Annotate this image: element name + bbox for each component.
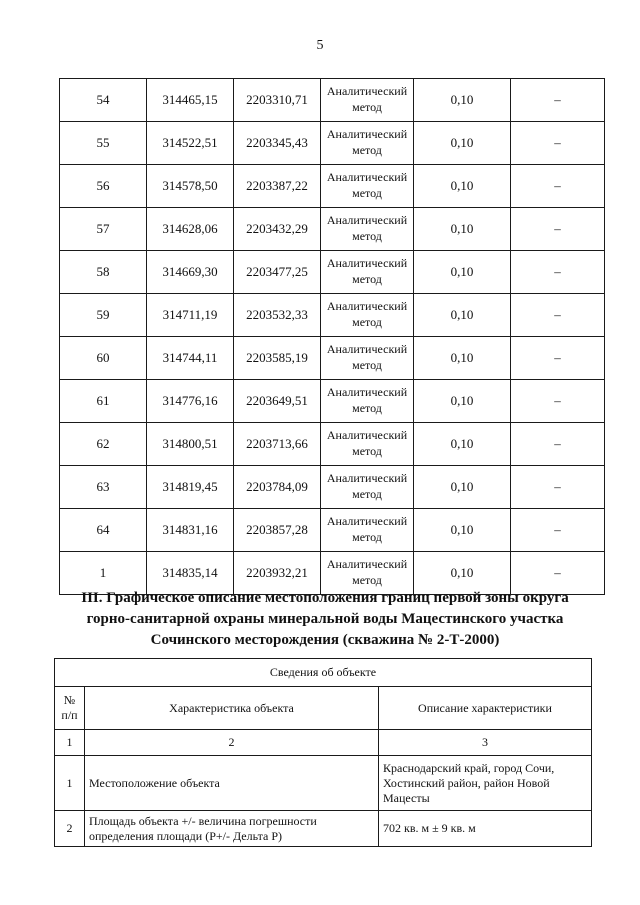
page-number: 5	[316, 38, 324, 53]
method-line: Аналитический	[326, 342, 408, 356]
method-line: метод	[352, 186, 382, 200]
accuracy-cell: 0,10	[414, 79, 511, 122]
method-line: метод	[352, 573, 382, 587]
method-line: Аналитический	[326, 385, 408, 399]
description-line: Хостинский район, район Новой	[383, 775, 550, 790]
coordinate-y-cell: 2203310,71	[234, 79, 321, 122]
coordinate-x-cell: 314578,50	[147, 165, 234, 208]
method-line: Аналитический	[326, 170, 408, 184]
accuracy-cell: 0,10	[414, 466, 511, 509]
method-line: Аналитический	[326, 127, 408, 141]
note-cell: –	[511, 552, 605, 595]
method-cell	[321, 380, 414, 423]
method-line: Аналитический	[326, 514, 408, 528]
accuracy-cell: 0,10	[414, 509, 511, 552]
header-line: п/п	[61, 708, 78, 722]
coordinate-x-cell: 314776,16	[147, 380, 234, 423]
coordinate-y-cell: 2203784,09	[234, 466, 321, 509]
characteristic-line: Площадь объекта +/- величина погрешности	[89, 813, 317, 828]
table-row	[60, 79, 605, 122]
method-cell	[321, 423, 414, 466]
row-number: 2	[55, 811, 85, 847]
description-line: Мацесты	[383, 790, 430, 805]
accuracy-cell: 0,10	[414, 251, 511, 294]
column-header-number	[55, 687, 85, 730]
table-row	[60, 251, 605, 294]
method-line: Аналитический	[326, 471, 408, 485]
row-characteristic	[85, 811, 379, 847]
table-row	[60, 294, 605, 337]
column-index-cell: 1	[55, 730, 85, 756]
coordinate-y-cell: 2203713,66	[234, 423, 321, 466]
table-row	[60, 122, 605, 165]
point-number-cell: 55	[60, 122, 147, 165]
accuracy-cell: 0,10	[414, 165, 511, 208]
method-cell	[321, 251, 414, 294]
column-index-row	[55, 730, 592, 756]
method-cell	[321, 294, 414, 337]
section-heading-line: горно-санитарной охраны минеральной воды Мацестинского участка	[86, 611, 564, 627]
point-number-cell: 58	[60, 251, 147, 294]
object-info-table	[54, 658, 592, 847]
column-header-row	[55, 687, 592, 730]
column-header-characteristic: Характеристика объекта	[85, 687, 379, 730]
method-cell	[321, 208, 414, 251]
note-cell: –	[511, 294, 605, 337]
coordinate-y-cell: 2203857,28	[234, 509, 321, 552]
method-line: метод	[352, 315, 382, 329]
coordinate-x-cell: 314819,45	[147, 466, 234, 509]
column-index-cell: 2	[85, 730, 379, 756]
note-cell: –	[511, 466, 605, 509]
method-line: Аналитический	[326, 256, 408, 270]
table-header-row	[55, 659, 592, 687]
method-cell	[321, 165, 414, 208]
point-number-cell: 1	[60, 552, 147, 595]
coordinate-y-cell: 2203432,29	[234, 208, 321, 251]
row-description	[379, 756, 592, 811]
description-line: Краснодарский край, город Сочи,	[383, 760, 555, 775]
table-row	[55, 811, 592, 847]
coordinate-y-cell: 2203387,22	[234, 165, 321, 208]
method-line: метод	[352, 229, 382, 243]
method-line: метод	[352, 358, 382, 372]
coordinate-x-cell: 314831,16	[147, 509, 234, 552]
coordinate-y-cell: 2203477,25	[234, 251, 321, 294]
characteristic-line: Местоположение объекта	[89, 775, 220, 790]
table-row	[55, 756, 592, 811]
method-line: метод	[352, 272, 382, 286]
table-row	[60, 380, 605, 423]
coordinate-x-cell: 314465,15	[147, 79, 234, 122]
method-line: метод	[352, 100, 382, 114]
column-header-description: Описание характеристики	[379, 687, 592, 730]
coordinate-y-cell: 2203585,19	[234, 337, 321, 380]
coordinate-x-cell: 314800,51	[147, 423, 234, 466]
section-heading	[50, 588, 600, 651]
method-line: метод	[352, 401, 382, 415]
note-cell: –	[511, 208, 605, 251]
note-cell: –	[511, 509, 605, 552]
row-characteristic	[85, 756, 379, 811]
point-number-cell: 57	[60, 208, 147, 251]
point-number-cell: 62	[60, 423, 147, 466]
method-cell	[321, 337, 414, 380]
note-cell: –	[511, 380, 605, 423]
table-row	[60, 208, 605, 251]
section-heading-line: Сочинского месторождения (скважина № 2-Т-2000)	[150, 632, 500, 648]
table-row	[60, 165, 605, 208]
point-number-cell: 56	[60, 165, 147, 208]
method-cell	[321, 509, 414, 552]
method-line: метод	[352, 444, 382, 458]
note-cell: –	[511, 122, 605, 165]
coordinates-table-body	[60, 79, 605, 595]
coordinate-x-cell: 314835,14	[147, 552, 234, 595]
accuracy-cell: 0,10	[414, 337, 511, 380]
row-description	[379, 811, 592, 847]
coordinate-y-cell: 2203649,51	[234, 380, 321, 423]
point-number-cell: 54	[60, 79, 147, 122]
accuracy-cell: 0,10	[414, 552, 511, 595]
note-cell: –	[511, 79, 605, 122]
point-number-cell: 59	[60, 294, 147, 337]
method-line: метод	[352, 487, 382, 501]
accuracy-cell: 0,10	[414, 380, 511, 423]
method-line: метод	[352, 143, 382, 157]
header-line: №	[63, 693, 76, 707]
method-line: метод	[352, 530, 382, 544]
point-number-cell: 60	[60, 337, 147, 380]
method-cell	[321, 122, 414, 165]
method-line: Аналитический	[326, 84, 408, 98]
coordinates-table	[59, 78, 605, 595]
description-line: 702 кв. м ± 9 кв. м	[383, 821, 476, 835]
accuracy-cell: 0,10	[414, 208, 511, 251]
table-row	[60, 423, 605, 466]
note-cell: –	[511, 337, 605, 380]
note-cell: –	[511, 251, 605, 294]
coordinate-x-cell: 314711,19	[147, 294, 234, 337]
note-cell: –	[511, 165, 605, 208]
table-row	[60, 466, 605, 509]
object-info-header: Сведения об объекте	[55, 659, 592, 687]
column-index-cell: 3	[379, 730, 592, 756]
coordinate-x-cell: 314669,30	[147, 251, 234, 294]
accuracy-cell: 0,10	[414, 122, 511, 165]
coordinate-x-cell: 314628,06	[147, 208, 234, 251]
coordinate-x-cell: 314744,11	[147, 337, 234, 380]
section-heading-line: III. Графическое описание местоположения границ первой зоны округа	[81, 590, 569, 606]
accuracy-cell: 0,10	[414, 294, 511, 337]
row-number: 1	[55, 756, 85, 811]
coordinate-y-cell: 2203532,33	[234, 294, 321, 337]
coordinate-x-cell: 314522,51	[147, 122, 234, 165]
table-row	[60, 509, 605, 552]
characteristic-line: определения площади (Р+/- Дельта Р)	[89, 828, 283, 843]
method-cell	[321, 466, 414, 509]
note-cell: –	[511, 423, 605, 466]
method-line: Аналитический	[326, 299, 408, 313]
coordinate-y-cell: 2203932,21	[234, 552, 321, 595]
accuracy-cell: 0,10	[414, 423, 511, 466]
method-cell	[321, 79, 414, 122]
point-number-cell: 63	[60, 466, 147, 509]
point-number-cell: 61	[60, 380, 147, 423]
table-row	[60, 337, 605, 380]
method-line: Аналитический	[326, 557, 408, 571]
method-line: Аналитический	[326, 428, 408, 442]
method-line: Аналитический	[326, 213, 408, 227]
coordinate-y-cell: 2203345,43	[234, 122, 321, 165]
point-number-cell: 64	[60, 509, 147, 552]
